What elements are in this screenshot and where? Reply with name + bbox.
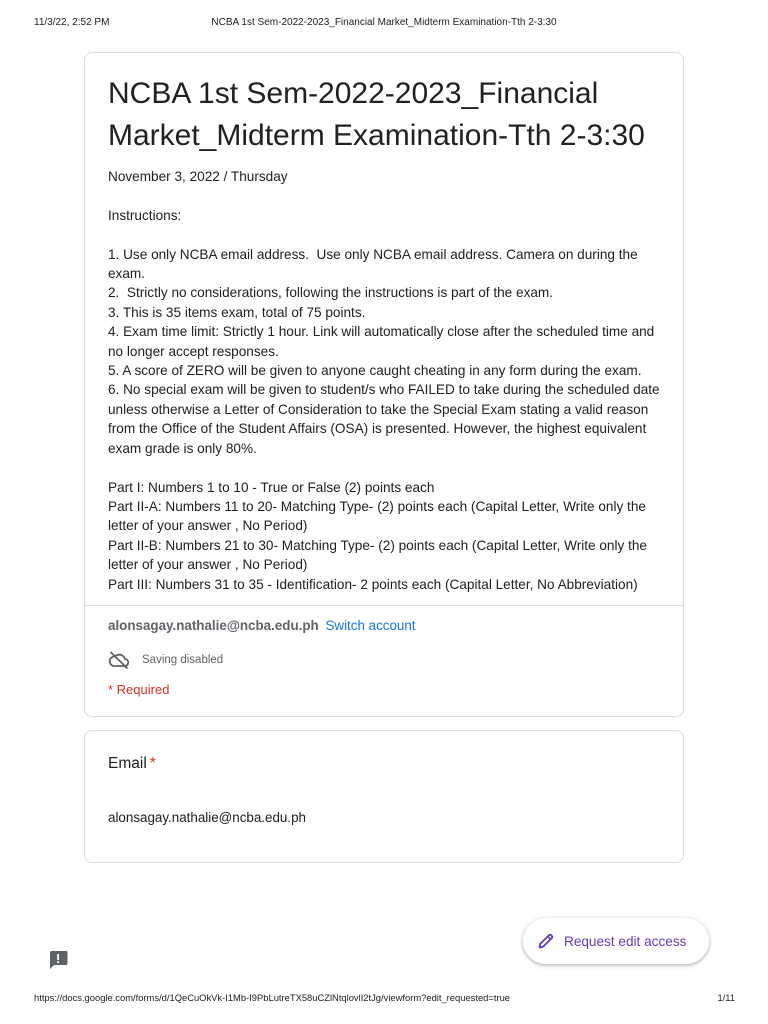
required-note: * Required bbox=[108, 682, 170, 697]
email-label-text: Email bbox=[108, 755, 147, 772]
request-edit-access-label: Request edit access bbox=[564, 933, 687, 949]
switch-account-link[interactable]: Switch account bbox=[325, 618, 416, 633]
print-footer bbox=[0, 992, 768, 1006]
feedback-button[interactable] bbox=[47, 949, 69, 971]
form-title: NCBA 1st Sem-2022-2023_Financial Market_Midterm Examination-Tth 2-3:30 bbox=[108, 77, 645, 152]
pencil-icon bbox=[537, 932, 555, 950]
required-asterisk: * bbox=[149, 755, 156, 772]
email-question-card bbox=[84, 730, 684, 863]
form-description: November 3, 2022 / Thursday Instructions: 1. Use only NCBA email address. Use only NCBA email address. Camera on during the exam. 2. Strictly no considerations, following the instructions is part of the exam. 3. This is 35 items exam, total of 75 points. 4. Exam time limit: Strictly 1 hour. Link will automatically close after the scheduled time and no longer accept responses. 5. A score of ZERO will be given to anyone caught cheating in any form during the exam. 6. No special exam will be given to student/s who FAILED to take during the scheduled date unless otherwise a Letter of Consideration to take the Special Exam stating a valid reason from the Office of the Student Affairs (OSA) is presented. However, the highest equivalent exam grade is only 80%. Part I: Numbers 1 to 10 - True or False (2) points each Part II-A: Numbers 11 to 20- Matching Type- (2) points each (Capital Letter, Write only the letter of your answer , No Period) Part II-B: Numbers 21 to 30- Matching Type- (2) points each (Capital Letter, Write only the letter of your answer , No Period) Part III: Numbers 31 to 35 - Identification- 2 points each (Capital Letter, No Abbreviation) bbox=[108, 169, 660, 592]
print-header bbox=[0, 17, 768, 31]
print-url: https://docs.google.com/forms/d/1QeCuOkVk-I1Mb-I9PbLutreTX58uCZlNtqlovlI2tJg/viewform?edit_requested=true bbox=[34, 992, 511, 1003]
saving-status bbox=[108, 649, 223, 671]
divider bbox=[85, 605, 683, 606]
saving-status-text: Saving disabled bbox=[142, 654, 224, 666]
email-value: alonsagay.nathalie@ncba.edu.ph bbox=[108, 810, 306, 825]
request-edit-access-button[interactable] bbox=[523, 918, 709, 964]
page-number: 1/11 bbox=[717, 992, 735, 1003]
feedback-icon bbox=[47, 949, 69, 971]
print-datetime: 11/3/22, 2:52 PM bbox=[34, 17, 110, 28]
print-title: NCBA 1st Sem-2022-2023_Financial Market_Midterm Examination-Tth 2-3:30 bbox=[211, 17, 557, 28]
form-header-card bbox=[84, 52, 684, 717]
account-email: alonsagay.nathalie@ncba.edu.ph bbox=[108, 618, 319, 633]
email-question-label bbox=[108, 755, 156, 773]
cloud-off-icon bbox=[108, 651, 130, 669]
account-line bbox=[108, 617, 416, 635]
